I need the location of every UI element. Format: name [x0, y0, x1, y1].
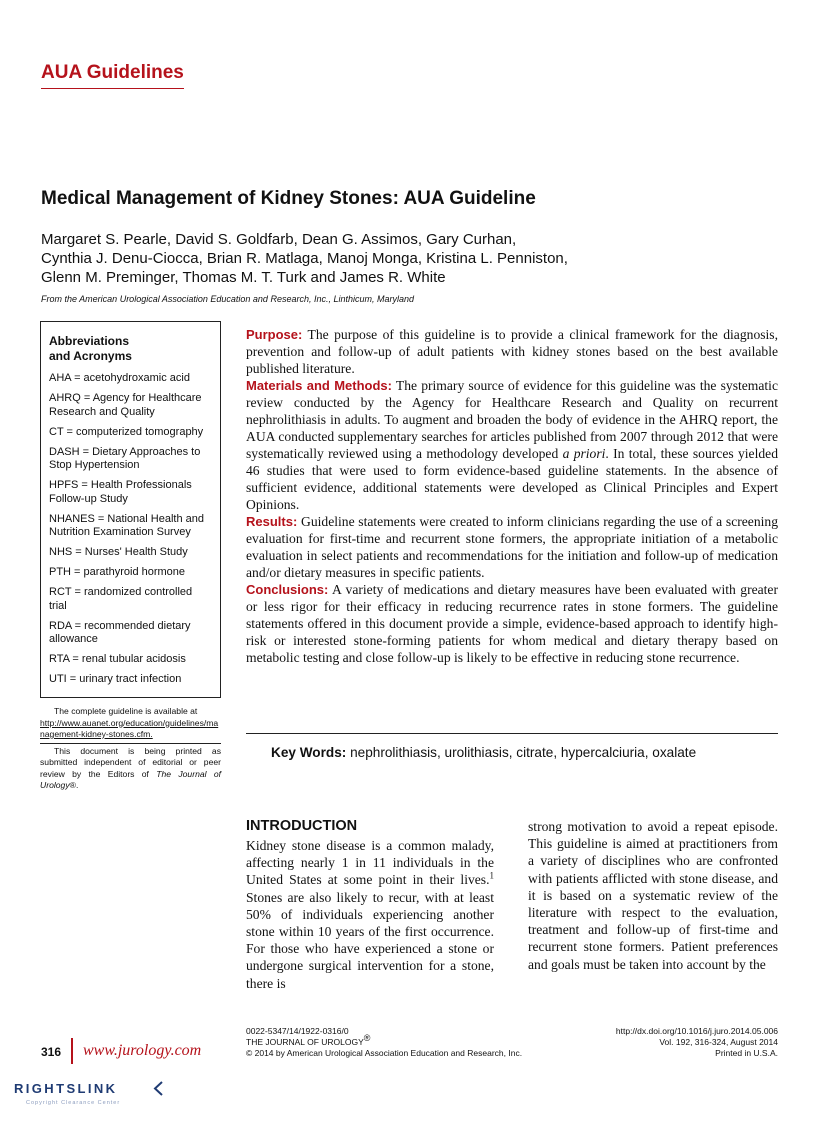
abstract-methods	[246, 377, 778, 513]
abbreviation-item: RDA = recommended dietary allowance	[49, 619, 191, 645]
conclusions-text: A variety of medications and dietary measures have been evaluated with greater or less rigor for their efficacy in reducing recurrence rates in stone formers. The guideline statements offered in this document provide a simple, evidence-based approach to identify high-risk or interested stone-forming patients for whom medical and dietary therapy based on metabolic testing and close follow-up is likely to be effective in reducing stone recurrence.	[246, 582, 778, 665]
availability-text: The complete guideline is available at	[54, 706, 198, 716]
section-label: AUA Guidelines	[41, 62, 184, 89]
abbreviation-item: HPFS = Health Professionals Follow-up Study	[49, 479, 192, 505]
rightslink-arrow-icon	[155, 1082, 162, 1095]
abstract-conclusions	[246, 581, 778, 666]
introduction-column-2: strong motivation to avoid a repeat episode. This guideline is aimed at practitioners from a variety of disciplines who are confronted with patients afflicted with stone disease, and it is based on a systematic review of the literature with respect to the evaluation, treatment and follow-up of first-time and recurrent stone formers. Patient preferences and goals must be taken into account by the	[528, 819, 778, 972]
rightslink-text: RIGHTSLINK	[14, 1081, 118, 1096]
citation-ref[interactable]: 1	[489, 870, 494, 881]
abstract-purpose	[246, 326, 778, 377]
copyright: © 2014 by American Urological Association Education and Research, Inc.	[246, 1048, 523, 1058]
intro-text: Kidney stone disease is a common malady, affecting nearly 1 in 11 individuals in the United States at some point in their lives.	[246, 838, 494, 888]
abstract-results	[246, 513, 778, 581]
registered-mark: ®	[363, 1033, 371, 1044]
journal-url[interactable]: www.jurology.com	[83, 1042, 202, 1059]
printing-note-text: This document is being printed as submitted independent of editorial or peer review by the Editors of	[40, 745, 221, 779]
footer-right	[560, 1026, 778, 1059]
issn: 0022-5347/14/1922-0316/0	[246, 1026, 349, 1036]
abbreviations-heading	[49, 334, 212, 364]
abbreviation-item: RTA = renal tubular acidosis	[49, 653, 186, 665]
abbreviation-item: CT = computerized tomography	[49, 425, 204, 438]
purpose-label: Purpose:	[246, 327, 303, 342]
abbreviation-item: UTI = urinary tract infection	[49, 673, 182, 685]
side-note	[40, 706, 221, 792]
methods-label: Materials and Methods:	[246, 378, 392, 393]
abbreviations-list	[49, 372, 212, 687]
abbreviation-item: PTH = parathyroid hormone	[49, 566, 186, 578]
page-separator	[71, 1038, 73, 1064]
results-text: Guideline statements were created to inform clinicians regarding the use of a screening evaluation for first-time and recurrent stone formers, the appropriate initiation of a metabolic evaluation in select patients and recommendations for the initiation and follow-up of medication and/or dietary measures in specific patients.	[246, 514, 778, 580]
conclusions-label: Conclusions:	[246, 582, 329, 597]
abbreviation-item: AHA = acetohydroxamic acid	[49, 372, 190, 384]
introduction-column-1	[246, 837, 494, 992]
journal-name: The Journal of Urology	[40, 768, 221, 790]
keywords-label: Key Words:	[271, 745, 347, 760]
abbreviations-box	[40, 321, 221, 698]
affiliation: From the American Urological Association Education and Research, Inc., Linthicum, Maryland	[41, 294, 415, 304]
abbreviation-item: NHS = Nurses' Health Study	[49, 546, 188, 558]
page-number: 316	[41, 1045, 62, 1059]
journal-line	[246, 1033, 522, 1048]
methods-text: The primary source of evidence for this guideline was the systematic review conducted by the Agency for Healthcare Research and Quality on recurrent nephrolithiasis in adults. To augment and broaden the body of evidence in the AHRQ report, the AUA conducted supplementary searches for articles published from 2007 through 2012 that were systematically reviewed using a methodology developed	[246, 378, 778, 461]
abbreviations-heading-line: and Acronyms	[49, 349, 132, 363]
availability-note	[40, 706, 221, 744]
author-line: Glenn M. Preminger, Thomas M. T. Turk and James R. White	[41, 269, 446, 286]
doi-link[interactable]: http://dx.doi.org/10.1016/j.juro.2014.05.006	[615, 1026, 778, 1036]
guideline-link[interactable]: http://www.auanet.org/education/guidelines/management-kidney-stones.cfm.	[40, 717, 219, 739]
abstract	[246, 326, 778, 666]
author-line: Margaret S. Pearle, David S. Goldfarb, Dean G. Assimos, Gary Curhan,	[41, 231, 517, 248]
author-list	[41, 230, 761, 287]
registered-mark: ®.	[69, 780, 79, 790]
introduction-heading: INTRODUCTION	[246, 818, 358, 834]
rightslink-subtext: Copyright Clearance Center	[26, 1100, 121, 1106]
footer-left	[246, 1026, 522, 1059]
methods-text: . In total, these sources yielded 46 studies that were used to form evidence-based guideline statements. In the absence of sufficient evidence, additional statements were developed as Clinical Principles and Expert Opinions.	[246, 446, 778, 512]
article-title: Medical Management of Kidney Stones: AUA Guideline	[41, 188, 536, 209]
intro-text: Stones are also likely to recur, with at least 50% of individuals experiencing another stone within 10 years of the first occurrence. For those who have experienced a stone or undergone surgical intervention for a stone, there is	[246, 889, 494, 991]
journal-name: THE JOURNAL OF UROLOGY	[246, 1037, 364, 1047]
volume-info: Vol. 192, 316-324, August 2014	[659, 1037, 778, 1047]
abbreviation-item: NHANES = National Health and Nutrition Examination Survey	[49, 512, 204, 538]
abbreviation-item: AHRQ = Agency for Healthcare Research and Quality	[49, 392, 202, 418]
printed-in: Printed in U.S.A.	[715, 1048, 778, 1058]
rightslink-badge[interactable]	[12, 1077, 172, 1109]
keywords	[271, 745, 696, 760]
printing-note	[40, 746, 221, 792]
methods-italic: a priori	[562, 446, 606, 461]
abbreviation-item: RCT = randomized controlled trial	[49, 586, 193, 612]
purpose-text: The purpose of this guideline is to provide a clinical framework for the diagnosis, prevention and follow-up of adult patients with kidney stones based on the best available published literature.	[246, 327, 778, 376]
abbreviation-item: DASH = Dietary Approaches to Stop Hypertension	[49, 445, 201, 471]
author-line: Cynthia J. Denu-Ciocca, Brian R. Matlaga, Manoj Monga, Kristina L. Penniston,	[41, 250, 568, 267]
abbreviations-heading-line: Abbreviations	[49, 334, 130, 348]
keywords-text: nephrolithiasis, urolithiasis, citrate, hypercalciuria, oxalate	[346, 745, 697, 760]
keywords-divider	[246, 733, 778, 734]
results-label: Results:	[246, 514, 298, 529]
